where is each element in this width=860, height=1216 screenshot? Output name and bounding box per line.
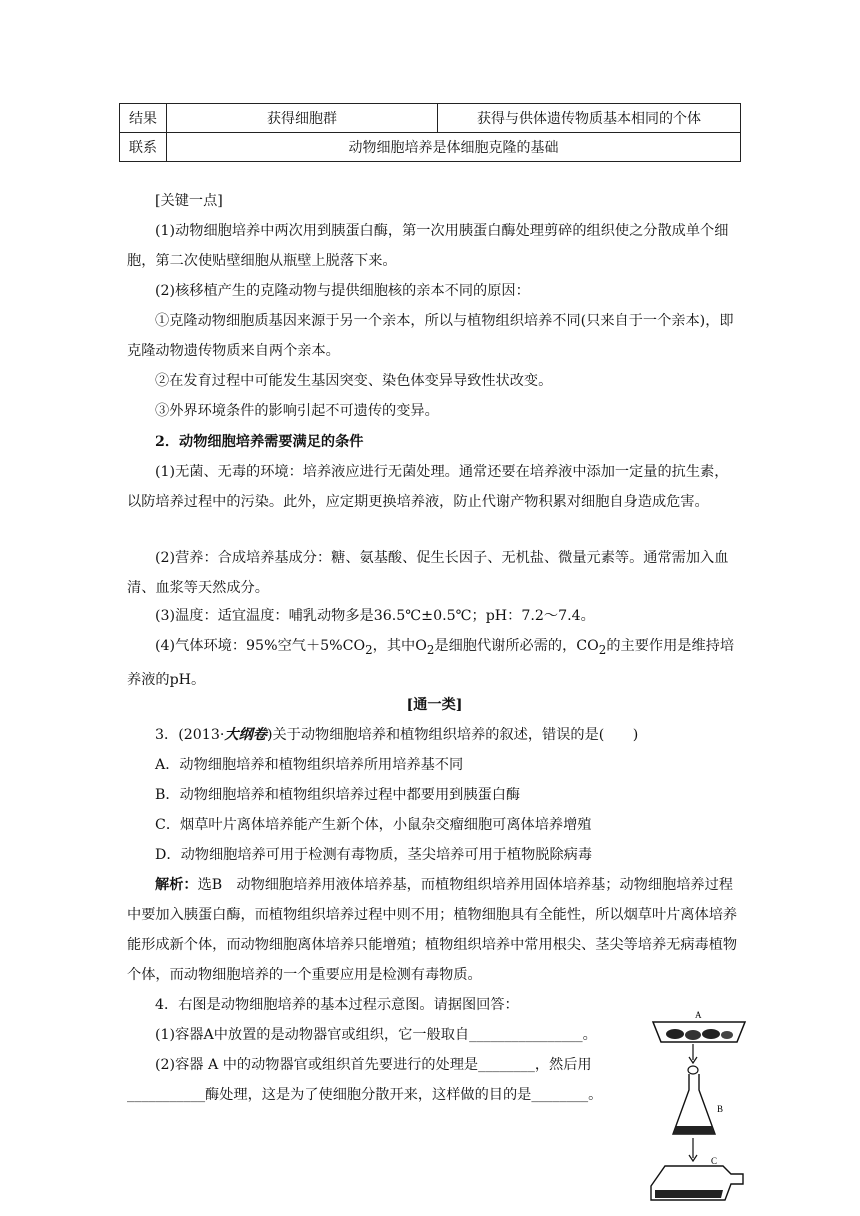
section-p3: (3)温度：适宜温度：哺乳动物多是36.5℃±0.5℃；pH：7.2～7.4。: [155, 608, 595, 624]
label-b: B: [717, 1104, 724, 1114]
table-cell: 动物细胞培养是体细胞克隆的基础: [167, 133, 741, 162]
key-point-p1: (1)动物细胞培养中两次用到胰蛋白酶，第一次用胰蛋白酶处理剪碎的组织使之分散成单个细胞，第二次使贴壁细胞从瓶壁上脱落下来。: [127, 223, 729, 269]
option-d: D．动物细胞培养可用于检测有毒物质，茎尖培养可用于植物脱除病毒: [155, 847, 593, 863]
tissue-piece: [666, 1029, 684, 1039]
question-4-stem: 4．右图是动物细胞培养的基本过程示意图。请据图回答：: [155, 997, 519, 1013]
option-a: A．动物细胞培养和植物组织培养所用培养基不同: [155, 757, 464, 773]
tong-yi-lei-title: [通一类]: [406, 697, 463, 713]
key-point-p2: (2)核移植产生的克隆动物与提供细胞核的亲本不同的原因：: [155, 283, 530, 299]
question-3-stem: 3．(2013·大纲卷)关于动物细胞培养和植物组织培养的叙述，错误的是( ): [155, 727, 639, 743]
key-point-title: [关键一点]: [155, 193, 223, 209]
flask-stopper: [688, 1066, 698, 1074]
row-header: 结果: [120, 104, 167, 133]
flask-cells: [673, 1126, 715, 1134]
question-4-part-1: (1)容器A中放置的是动物器官或组织，它一般取自________________。: [155, 1027, 597, 1043]
analysis: 解析：选B 动物细胞培养用液体培养基，而植物组织培养用固体培养基；动物细胞培养过程中要加入胰蛋白酶，而植物组织培养过程中则不用；植物细胞具有全能性，所以烟草叶片离体培养能形成新个体，而动物细胞离体培养只能增殖；植物组织培养中常用根尖、茎尖等培养无病毒植物个体，而动物细胞培养的一个重要应用是检测有毒物质。: [127, 877, 738, 983]
tissue-piece: [702, 1029, 720, 1039]
row-header: 联系: [120, 133, 167, 162]
option-c: C．烟草叶片离体培养能产生新个体，小鼠杂交瘤细胞可离体培养增殖: [155, 817, 592, 833]
section-p4: (4)气体环境：95%空气$+5\%CO_2$，其中$O_2$是细胞代谢所必需的，$CO_2$的主要作用是维持培养液的pH。: [127, 638, 735, 688]
tissue-piece: [685, 1030, 701, 1040]
label-a: A: [695, 1010, 702, 1020]
question-4-part-2: (2)容器 A 中的动物器官或组织首先要进行的处理是________，然后用___________酶处理，这是为了使细胞分散开来，这样做的目的是________。: [127, 1057, 603, 1103]
key-point-p4: ②在发育过程中可能发生基因突变、染色体变异导致性状改变。: [155, 373, 553, 389]
table-cell: 获得细胞群: [167, 104, 438, 133]
label-c: C: [711, 1156, 718, 1166]
section-heading: 2．动物细胞培养需要满足的条件: [155, 434, 364, 450]
table-row: [120, 133, 741, 162]
comparison-table: [119, 103, 741, 162]
cell-culture-diagram: [645, 1008, 755, 1208]
flask-b: [673, 1074, 715, 1134]
key-point-p5: ③外界环境条件的影响引起不可遗传的变异。: [155, 403, 439, 419]
section-p2: (2)营养：合成培养基成分：糖、氨基酸、促生长因子、无机盐、微量元素等。通常需加入血清、血浆等天然成分。: [127, 550, 729, 596]
section-p1: (1)无菌、无毒的环境：培养液应进行无菌处理。通常还要在培养液中添加一定量的抗生素，以防培养过程中的污染。此外，应定期更换培养液，防止代谢产物积累对细胞自身造成危害。: [127, 464, 729, 510]
table-cell: 获得与供体遗传物质基本相同的个体: [438, 104, 741, 133]
tissue-piece: [721, 1031, 733, 1039]
table-row: [120, 104, 741, 133]
bottle-cells: [655, 1190, 723, 1198]
key-point-p3: ①克隆动物细胞质基因来源于另一个亲本，所以与植物组织培养不同(只来自于一个亲本)，即克隆动物遗传物质来自两个亲本。: [127, 313, 734, 359]
option-b: B．动物细胞培养和植物组织培养过程中都要用到胰蛋白酶: [155, 787, 521, 803]
